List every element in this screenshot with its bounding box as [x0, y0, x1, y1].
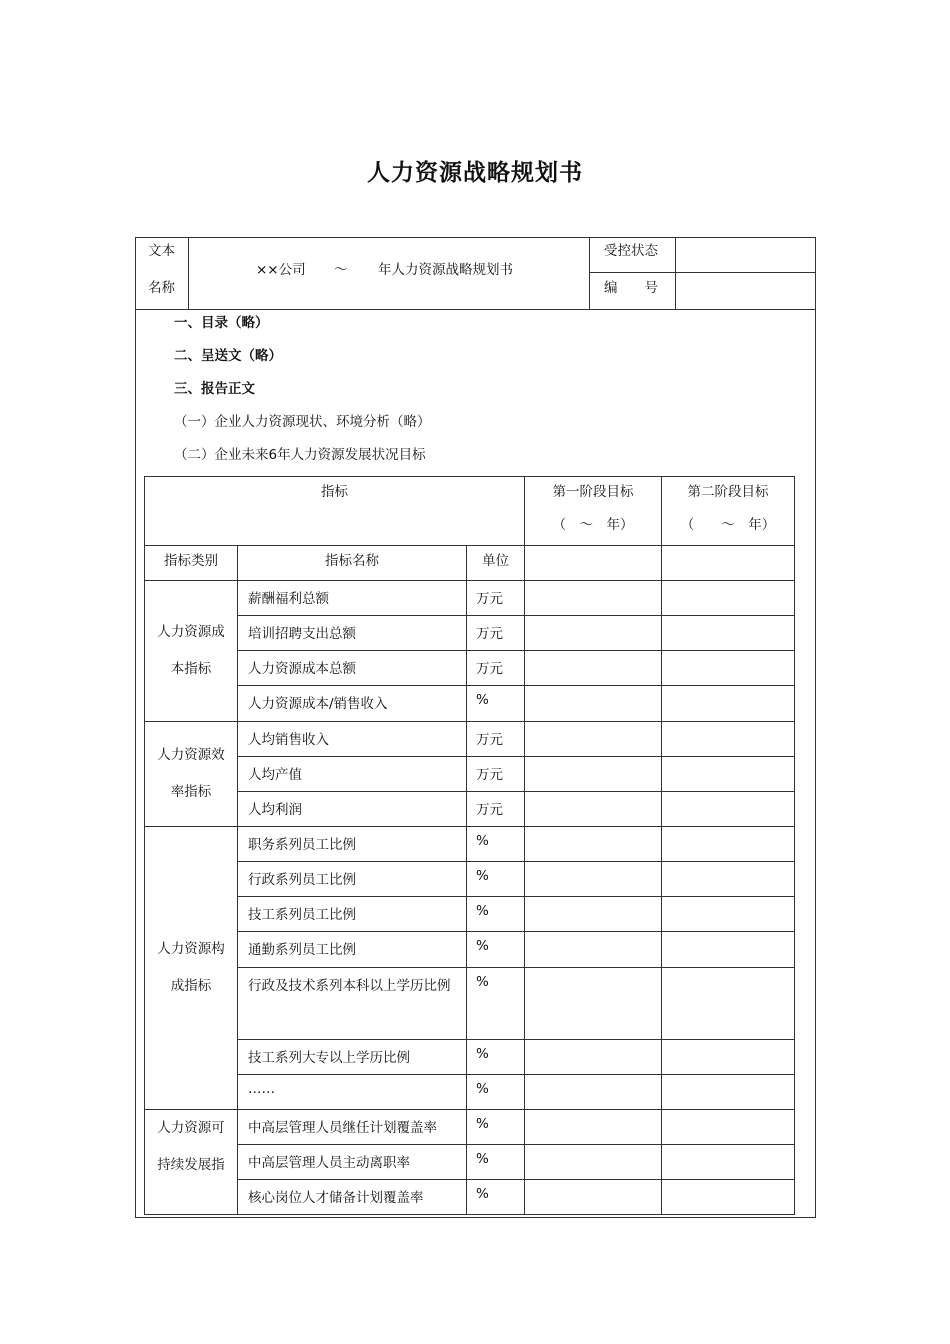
table-row [145, 827, 795, 862]
indicator-name: 通勤系列员工比例 [238, 932, 467, 968]
indicator-unit: % [467, 1110, 525, 1145]
header-divider [188, 237, 189, 310]
stage2-value [662, 827, 795, 862]
indicator-name: 培训招聘支出总额 [238, 616, 467, 651]
category-label: 本指标 [170, 661, 212, 677]
indicator-unit: % [467, 932, 525, 968]
stage1-value [525, 792, 662, 827]
doc-name-label: 名称 [148, 280, 175, 296]
indicator-unit: % [467, 1040, 525, 1075]
table-row [145, 616, 795, 651]
stage1-value [525, 686, 662, 722]
indicator-header-label: 指标 [321, 484, 348, 500]
stage2-value [662, 616, 795, 651]
stage1-value [525, 651, 662, 686]
doc-name-tilde: ～ [334, 262, 348, 278]
indicator-name: 行政系列员工比例 [238, 862, 467, 897]
indicator-unit: 万元 [467, 792, 525, 827]
doc-name-value: 年人力资源战略规划书 [378, 262, 513, 278]
indicator-unit: 万元 [467, 722, 525, 757]
category-label: 成指标 [170, 978, 212, 994]
page-title: 人力资源战略规划书 [367, 160, 583, 186]
indicator-name: 中高层管理人员继任计划覆盖率 [238, 1110, 467, 1145]
table-row [145, 686, 795, 722]
indicator-unit: % [467, 968, 525, 1040]
category-label: 持续发展指 [157, 1157, 225, 1173]
stage1-value [525, 827, 662, 862]
indicator-name: 薪酬福利总额 [238, 581, 467, 616]
indicator-name: 职务系列员工比例 [238, 827, 467, 862]
stage1-label: 第一阶段目标 [552, 484, 634, 500]
stage1-value [525, 862, 662, 897]
subsection-goals: （二）企业未来6年人力资源发展状况目标 [174, 447, 426, 463]
number-label: 编 号 [604, 280, 658, 296]
stage1-value [525, 722, 662, 757]
header-divider [135, 309, 816, 310]
stage1-range: （ ～ 年） [552, 517, 634, 533]
indicator-unit: % [467, 862, 525, 897]
table-row [145, 897, 795, 932]
stage1-value [525, 616, 662, 651]
stage2-value [662, 1075, 795, 1110]
stage2-value [662, 792, 795, 827]
hr-indicator-table [144, 476, 795, 1215]
indicator-unit: % [467, 1145, 525, 1180]
table-header-row [145, 477, 795, 546]
indicator-name: 行政及技术系列本科以上学历比例 [238, 968, 467, 1040]
indicator-unit: 万元 [467, 651, 525, 686]
category-cost [145, 581, 238, 722]
table-cell [662, 546, 795, 581]
stage2-value [662, 897, 795, 932]
stage1-value [525, 1145, 662, 1180]
indicator-name: …… [238, 1075, 467, 1110]
stage2-value [662, 651, 795, 686]
stage2-value [662, 862, 795, 897]
header-divider [675, 237, 676, 310]
indicator-unit: 万元 [467, 616, 525, 651]
stage1-value [525, 1075, 662, 1110]
table-row [145, 1180, 795, 1215]
category-label: 率指标 [170, 784, 212, 800]
stage2-value [662, 1180, 795, 1215]
column-header-row [145, 546, 795, 581]
indicator-header [145, 477, 525, 546]
category-label: 人力资源效 [157, 747, 225, 763]
stage2-label: 第二阶段目标 [687, 484, 769, 500]
stage1-value [525, 1180, 662, 1215]
indicator-name: 技工系列员工比例 [238, 897, 467, 932]
indicator-unit: % [467, 1180, 525, 1215]
stage1-value [525, 757, 662, 792]
col-category-header: 指标类别 [145, 546, 238, 581]
stage2-header [662, 477, 795, 546]
category-composition [145, 827, 238, 1110]
indicator-name: 人力资源成本/销售收入 [238, 686, 467, 722]
indicator-name: 人均利润 [238, 792, 467, 827]
stage2-value [662, 1145, 795, 1180]
indicator-unit: 万元 [467, 581, 525, 616]
stage2-range: （ ～ 年） [680, 517, 776, 533]
section-report-body: 三、报告正文 [174, 381, 255, 397]
indicator-unit: % [467, 827, 525, 862]
table-row [145, 1110, 795, 1145]
stage1-value [525, 932, 662, 968]
stage2-value [662, 581, 795, 616]
table-row [145, 1075, 795, 1110]
table-row [145, 862, 795, 897]
table-row [145, 581, 795, 616]
indicator-name: 技工系列大专以上学历比例 [238, 1040, 467, 1075]
category-sustainability [145, 1110, 238, 1215]
indicator-name: 人均产值 [238, 757, 467, 792]
stage1-value [525, 1110, 662, 1145]
indicator-name: 人力资源成本总额 [238, 651, 467, 686]
stage2-value [662, 757, 795, 792]
indicator-unit: 万元 [467, 757, 525, 792]
indicator-name: 人均销售收入 [238, 722, 467, 757]
subsection-analysis: （一）企业人力资源现状、环境分析（略） [174, 414, 431, 430]
table-row [145, 1145, 795, 1180]
table-row [145, 757, 795, 792]
table-row [145, 722, 795, 757]
col-unit-header: 单位 [467, 546, 525, 581]
table-row [145, 792, 795, 827]
stage2-value [662, 932, 795, 968]
category-label: 人力资源成 [157, 624, 225, 640]
stage2-value [662, 1040, 795, 1075]
stage1-value [525, 1040, 662, 1075]
doc-name-label: 文本 [148, 243, 175, 259]
controlled-status-label: 受控状态 [604, 243, 658, 259]
header-divider [589, 237, 590, 310]
indicator-name: 中高层管理人员主动离职率 [238, 1145, 467, 1180]
indicator-name: 核心岗位人才储备计划覆盖率 [238, 1180, 467, 1215]
doc-name-company: ××公司 [256, 262, 306, 278]
table-cell [525, 546, 662, 581]
stage2-value [662, 686, 795, 722]
stage2-value [662, 722, 795, 757]
section-toc: 一、目录（略） [174, 315, 269, 331]
stage1-header [525, 477, 662, 546]
table-row [145, 932, 795, 968]
stage2-value [662, 1110, 795, 1145]
stage1-value [525, 968, 662, 1040]
table-row [145, 968, 795, 1040]
col-name-header: 指标名称 [238, 546, 467, 581]
category-label: 人力资源构 [157, 941, 225, 957]
table-row [145, 1040, 795, 1075]
category-efficiency [145, 722, 238, 827]
stage2-value [662, 968, 795, 1040]
indicator-unit: % [467, 1075, 525, 1110]
indicator-unit: % [467, 897, 525, 932]
table-row [145, 651, 795, 686]
indicator-unit: % [467, 686, 525, 722]
stage1-value [525, 897, 662, 932]
category-label: 人力资源可 [157, 1120, 225, 1136]
header-divider [589, 272, 815, 273]
stage1-value [525, 581, 662, 616]
section-submission: 二、呈送文（略） [174, 348, 282, 364]
